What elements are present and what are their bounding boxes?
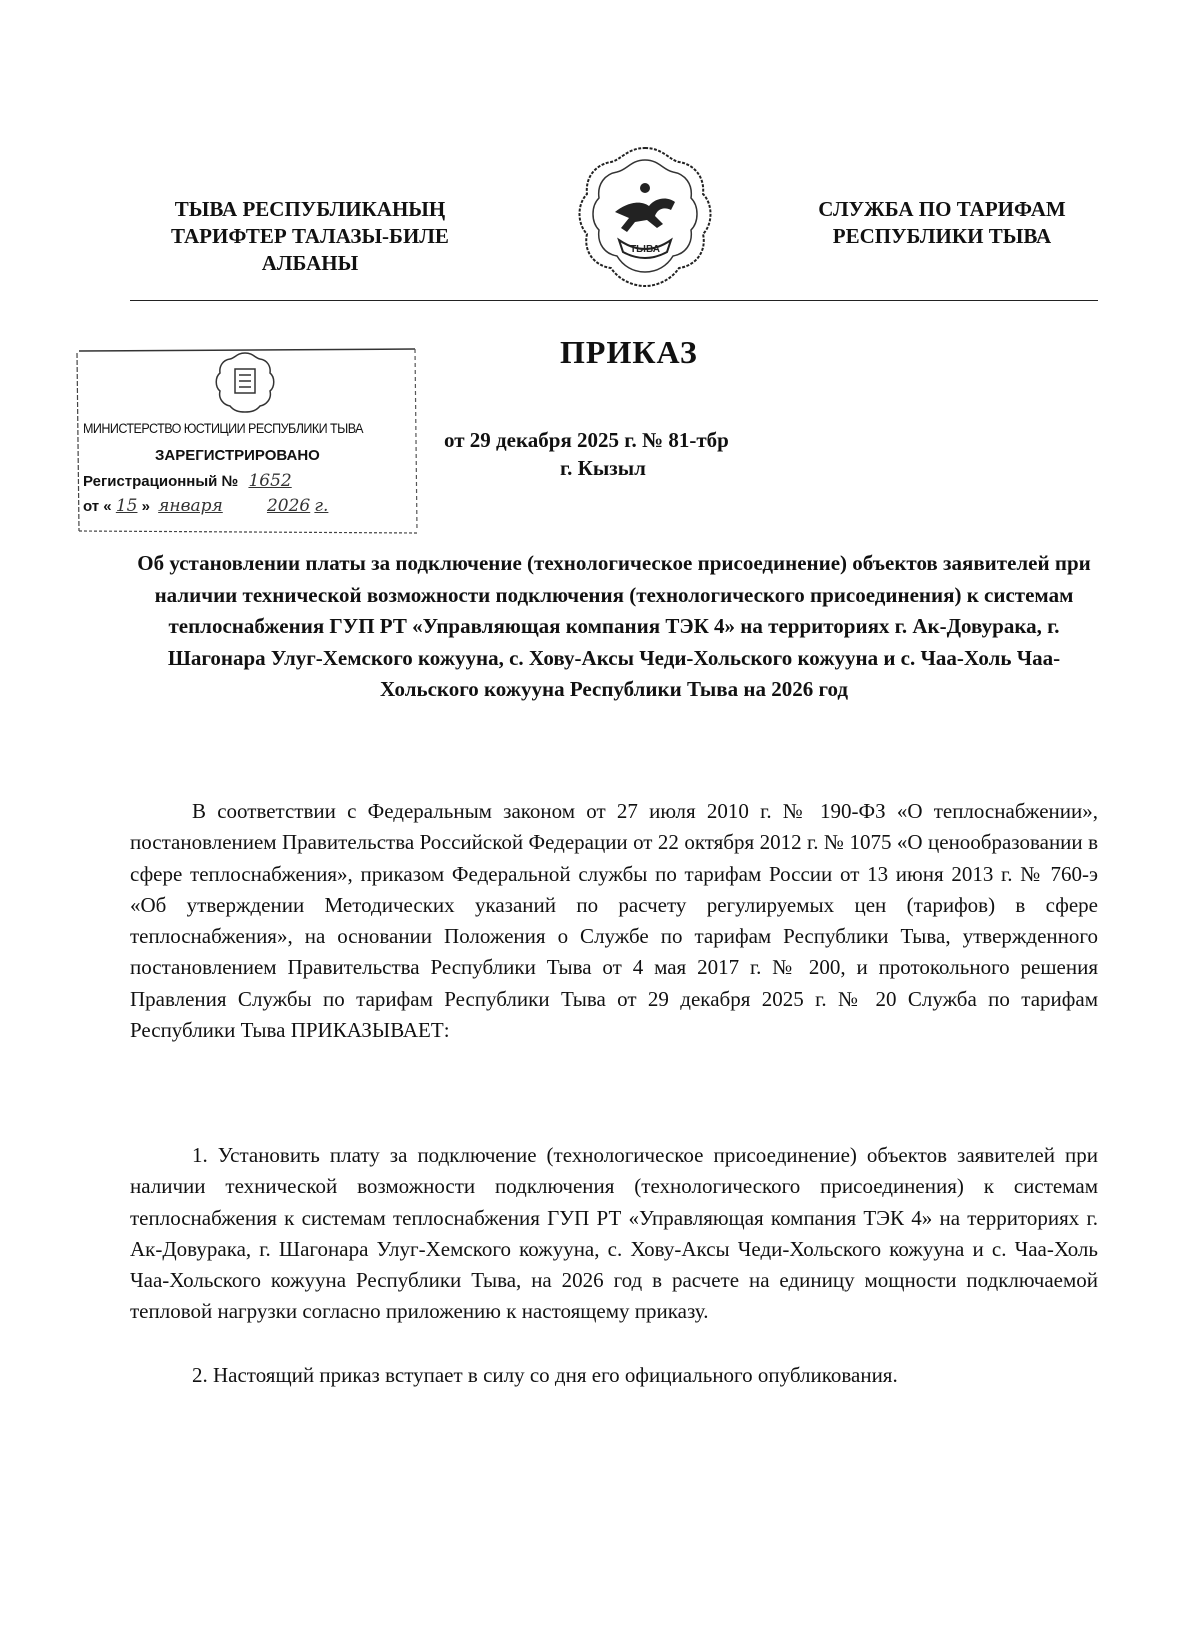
registration-stamp — [75, 345, 435, 535]
stamp-status: ЗАРЕГИСТРИРОВАНО — [155, 447, 320, 464]
stamp-date-mid: » — [141, 498, 150, 515]
header-left-line: ТЫВА РЕСПУБЛИКАНЫҢ — [174, 197, 446, 221]
stamp-date-prefix: от « — [83, 498, 112, 515]
emblem-text: ТЫВА — [630, 244, 660, 255]
order-date-number: от 29 декабря 2025 г. № 81-тбр — [444, 428, 729, 452]
header-left-line: АЛБАНЫ — [261, 251, 359, 275]
clause-2-paragraph: 2. Настоящий приказ вступает в силу со дня его официального опубликования. — [192, 1363, 898, 1387]
header-left-line: ТАРИФТЕР ТАЛАЗЫ-БИЛЕ — [171, 224, 449, 248]
header-divider — [130, 300, 1098, 301]
header-right-line: РЕСПУБЛИКИ ТЫВА — [832, 224, 1052, 248]
stamp-reg-number: 1652 — [248, 471, 292, 491]
stamp-reg-label: Регистрационный № — [83, 473, 239, 490]
stamp-year-suffix: г. — [314, 496, 329, 516]
stamp-emblem-icon — [215, 349, 275, 413]
header-left — [140, 196, 480, 277]
stamp-date-row — [83, 496, 328, 516]
header-right-line: СЛУЖБА ПО ТАРИФАМ — [818, 197, 1066, 221]
stamp-day: 15 — [115, 496, 138, 516]
stamp-reg-row — [83, 471, 292, 491]
document-title: Об установлении платы за подключение (технологическое присоединение) объектов заявителей при наличии технической возможности подключения (технологического присоединения) к системам теплоснабжения ГУП РТ «Управляющая компания ТЭК 4» на территориях г. Ак-Довурака, г. Шагонара Улуг-Хемского кожууна, с. Хову-Аксы Чеди-Хольского кожууна и с. Чаа-Холь Чаа-Хольского кожууна Республики Тыва на 2026 год — [137, 551, 1091, 701]
order-city: г. Кызыл — [560, 456, 646, 480]
preamble-paragraph: В соответствии с Федеральным законом от 27 июля 2010 г. № 190-ФЗ «О теплоснабжении», постановлением Правительства Российской Федерации от 22 октября 2012 г. № 1075 «О ценообразовании в сфере теплоснабжения», приказом Федеральной службы по тарифам России от 13 июня 2013 г. № 760-э «Об утверждении Методических указаний по расчету регулируемых цен (тарифов) в сфере теплоснабжения», на основании Положения о Службе по тарифам Республики Тыва, утвержденного постановлением Правительства Республики Тыва от 4 мая 2017 г. № 200, и протокольного решения Правления Службы по тарифам Республики Тыва от 29 декабря 2025 г. № 20 Служба по тарифам Республики Тыва ПРИКАЗЫВАЕТ: — [130, 799, 1098, 1043]
order-title: ПРИКАЗ — [560, 334, 698, 370]
clause-1-paragraph: 1. Установить плату за подключение (технологическое присоединение) объектов заявителей при наличии технической возможности подключения (технологического присоединения) к системам теплоснабжения к системам теплоснабжения ГУП РТ «Управляющая компания ТЭК 4» на территориях г. Ак-Довурака, г. Шагонара Улуг-Хемского кожууна, с. Хову-Аксы Чеди-Хольского кожууна и с. Чаа-Холь Чаа-Хольского кожууна Республики Тыва, на 2026 год в расчете на единицу мощности подключаемой тепловой нагрузки согласно приложению к настоящему приказу. — [130, 1143, 1098, 1324]
tuva-coat-of-arms-icon — [575, 140, 715, 290]
stamp-ministry: МИНИСТЕРСТВО ЮСТИЦИИ РЕСПУБЛИКИ ТЫВА — [83, 421, 363, 436]
header-right — [792, 196, 1092, 250]
stamp-year: 2026 — [266, 496, 311, 516]
stamp-month: января — [158, 496, 223, 516]
